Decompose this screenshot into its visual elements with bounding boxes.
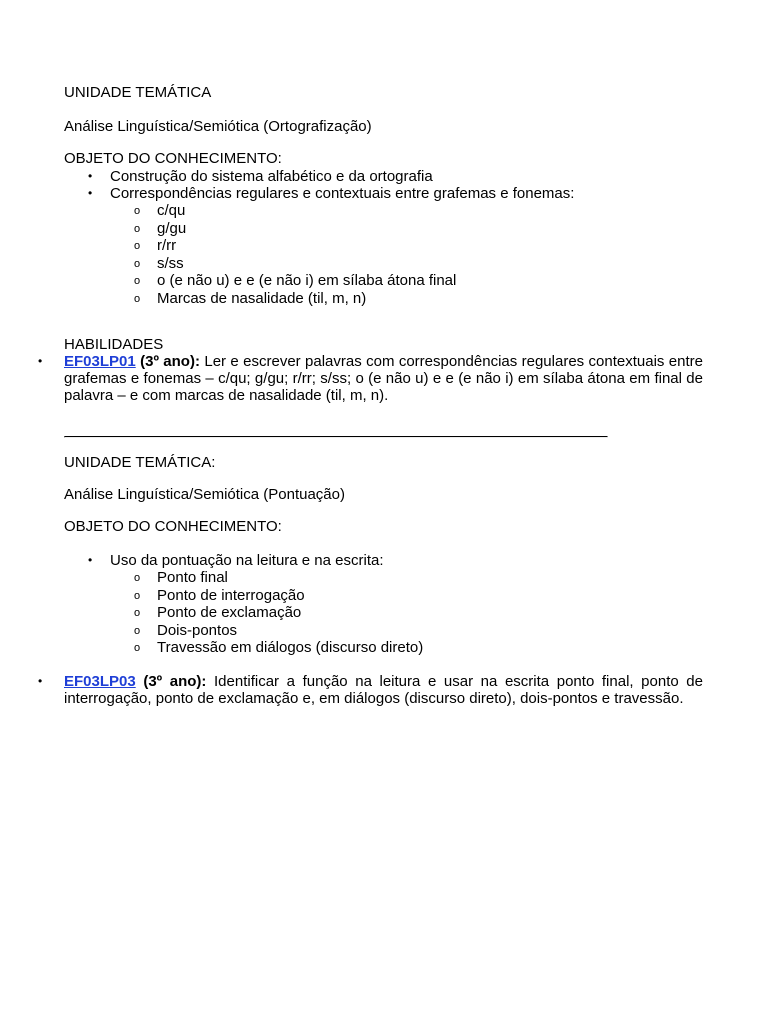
sub-list-2	[110, 569, 703, 657]
skill-entry-1	[38, 353, 703, 404]
sub-list-item	[134, 569, 703, 587]
object-list-2	[64, 552, 703, 657]
circle-bullet-icon: o	[134, 292, 141, 305]
list-item-text: Uso da pontuação na leitura e na escrita:	[110, 552, 384, 569]
sub-list-item-text: g/gu	[157, 219, 187, 237]
document-page	[38, 84, 703, 707]
unit-heading-2: UNIDADE TEMÁTICA:	[64, 454, 216, 471]
circle-bullet-icon: o	[134, 240, 141, 252]
skill-entry-2	[38, 672, 703, 707]
sub-list-item	[134, 586, 703, 605]
circle-bullet-icon: o	[134, 642, 141, 654]
sub-list-item-text: Ponto de interrogação	[157, 586, 305, 604]
sub-list-1	[110, 202, 703, 307]
skills-heading: HABILIDADES	[64, 336, 164, 353]
sub-list-item-text: Dois-pontos	[157, 621, 238, 639]
sub-list-item-text: c/qu	[157, 202, 186, 219]
sub-list-item	[134, 621, 703, 640]
list-item-text: Construção do sistema alfabético e da ortografia	[110, 168, 433, 185]
bullet-icon: •	[88, 186, 93, 200]
sub-list-item	[134, 202, 703, 220]
sub-list-item	[134, 237, 703, 255]
circle-bullet-icon: o	[134, 589, 141, 602]
skill-grade-1: (3º ano):	[140, 353, 200, 370]
sub-list-item-text: r/rr	[157, 237, 177, 254]
skill-code-link-1[interactable]: EF03LP01	[64, 353, 136, 370]
unit-value-2: Análise Linguística/Semiótica (Pontuação)	[64, 486, 345, 503]
circle-bullet-icon: o	[134, 205, 141, 217]
circle-bullet-icon: o	[134, 607, 141, 619]
sub-list-item-text: o (e não u) e e (e não i) em sílaba átona final	[157, 272, 457, 289]
sub-list-item	[134, 272, 703, 290]
object-list-1	[64, 168, 703, 307]
sub-list-item-text: Travessão em diálogos (discurso direto)	[157, 639, 424, 656]
skill-text-2: Identificar a função na leitura e usar na escrita ponto final, ponto de interrogação, ponto de exclamação e, em diálogos (discurso direto), dois-pontos e travessão.	[64, 672, 703, 707]
sub-list-item	[134, 219, 703, 238]
sub-list-item-text: s/ss	[157, 254, 184, 272]
skill-text-1: Ler e escrever palavras com correspondências regulares contextuais entre grafemas e fonemas – c/qu; g/gu; r/rr; s/ss; o (e não u) e e (e não i) em sílaba átona em final de palavra – e com marcas de nasalidade (til, m, n).	[64, 353, 703, 404]
circle-bullet-icon: o	[134, 624, 141, 637]
bullet-icon: •	[38, 673, 43, 688]
circle-bullet-icon: o	[134, 275, 141, 287]
circle-bullet-icon: o	[134, 257, 141, 270]
object-heading-1: OBJETO DO CONHECIMENTO:	[64, 150, 282, 167]
skill-code-link-2[interactable]: EF03LP03	[64, 672, 136, 690]
bullet-icon: •	[88, 169, 93, 183]
sub-list-item	[134, 254, 703, 273]
list-item	[88, 552, 703, 657]
circle-bullet-icon: o	[134, 572, 141, 584]
object-heading-2: OBJETO DO CONHECIMENTO:	[64, 518, 282, 535]
skill-grade-2: (3º ano):	[143, 672, 207, 690]
circle-bullet-icon: o	[134, 222, 141, 235]
unit-value-1: Análise Linguística/Semiótica (Ortografização)	[64, 118, 372, 135]
sub-list-item	[134, 289, 703, 308]
sub-list-item	[134, 604, 703, 622]
bullet-icon: •	[88, 553, 93, 567]
unit-heading-1: UNIDADE TEMÁTICA	[64, 84, 212, 101]
sub-list-item-text: Marcas de nasalidade (til, m, n)	[157, 289, 367, 307]
list-item	[88, 168, 703, 185]
list-item	[88, 185, 703, 307]
bullet-icon: •	[38, 354, 43, 368]
sub-list-item-text: Ponto de exclamação	[157, 604, 302, 621]
sub-list-item	[134, 639, 703, 657]
sub-list-item-text: Ponto final	[157, 569, 228, 586]
list-item-text: Correspondências regulares e contextuais entre grafemas e fonemas:	[110, 185, 575, 202]
